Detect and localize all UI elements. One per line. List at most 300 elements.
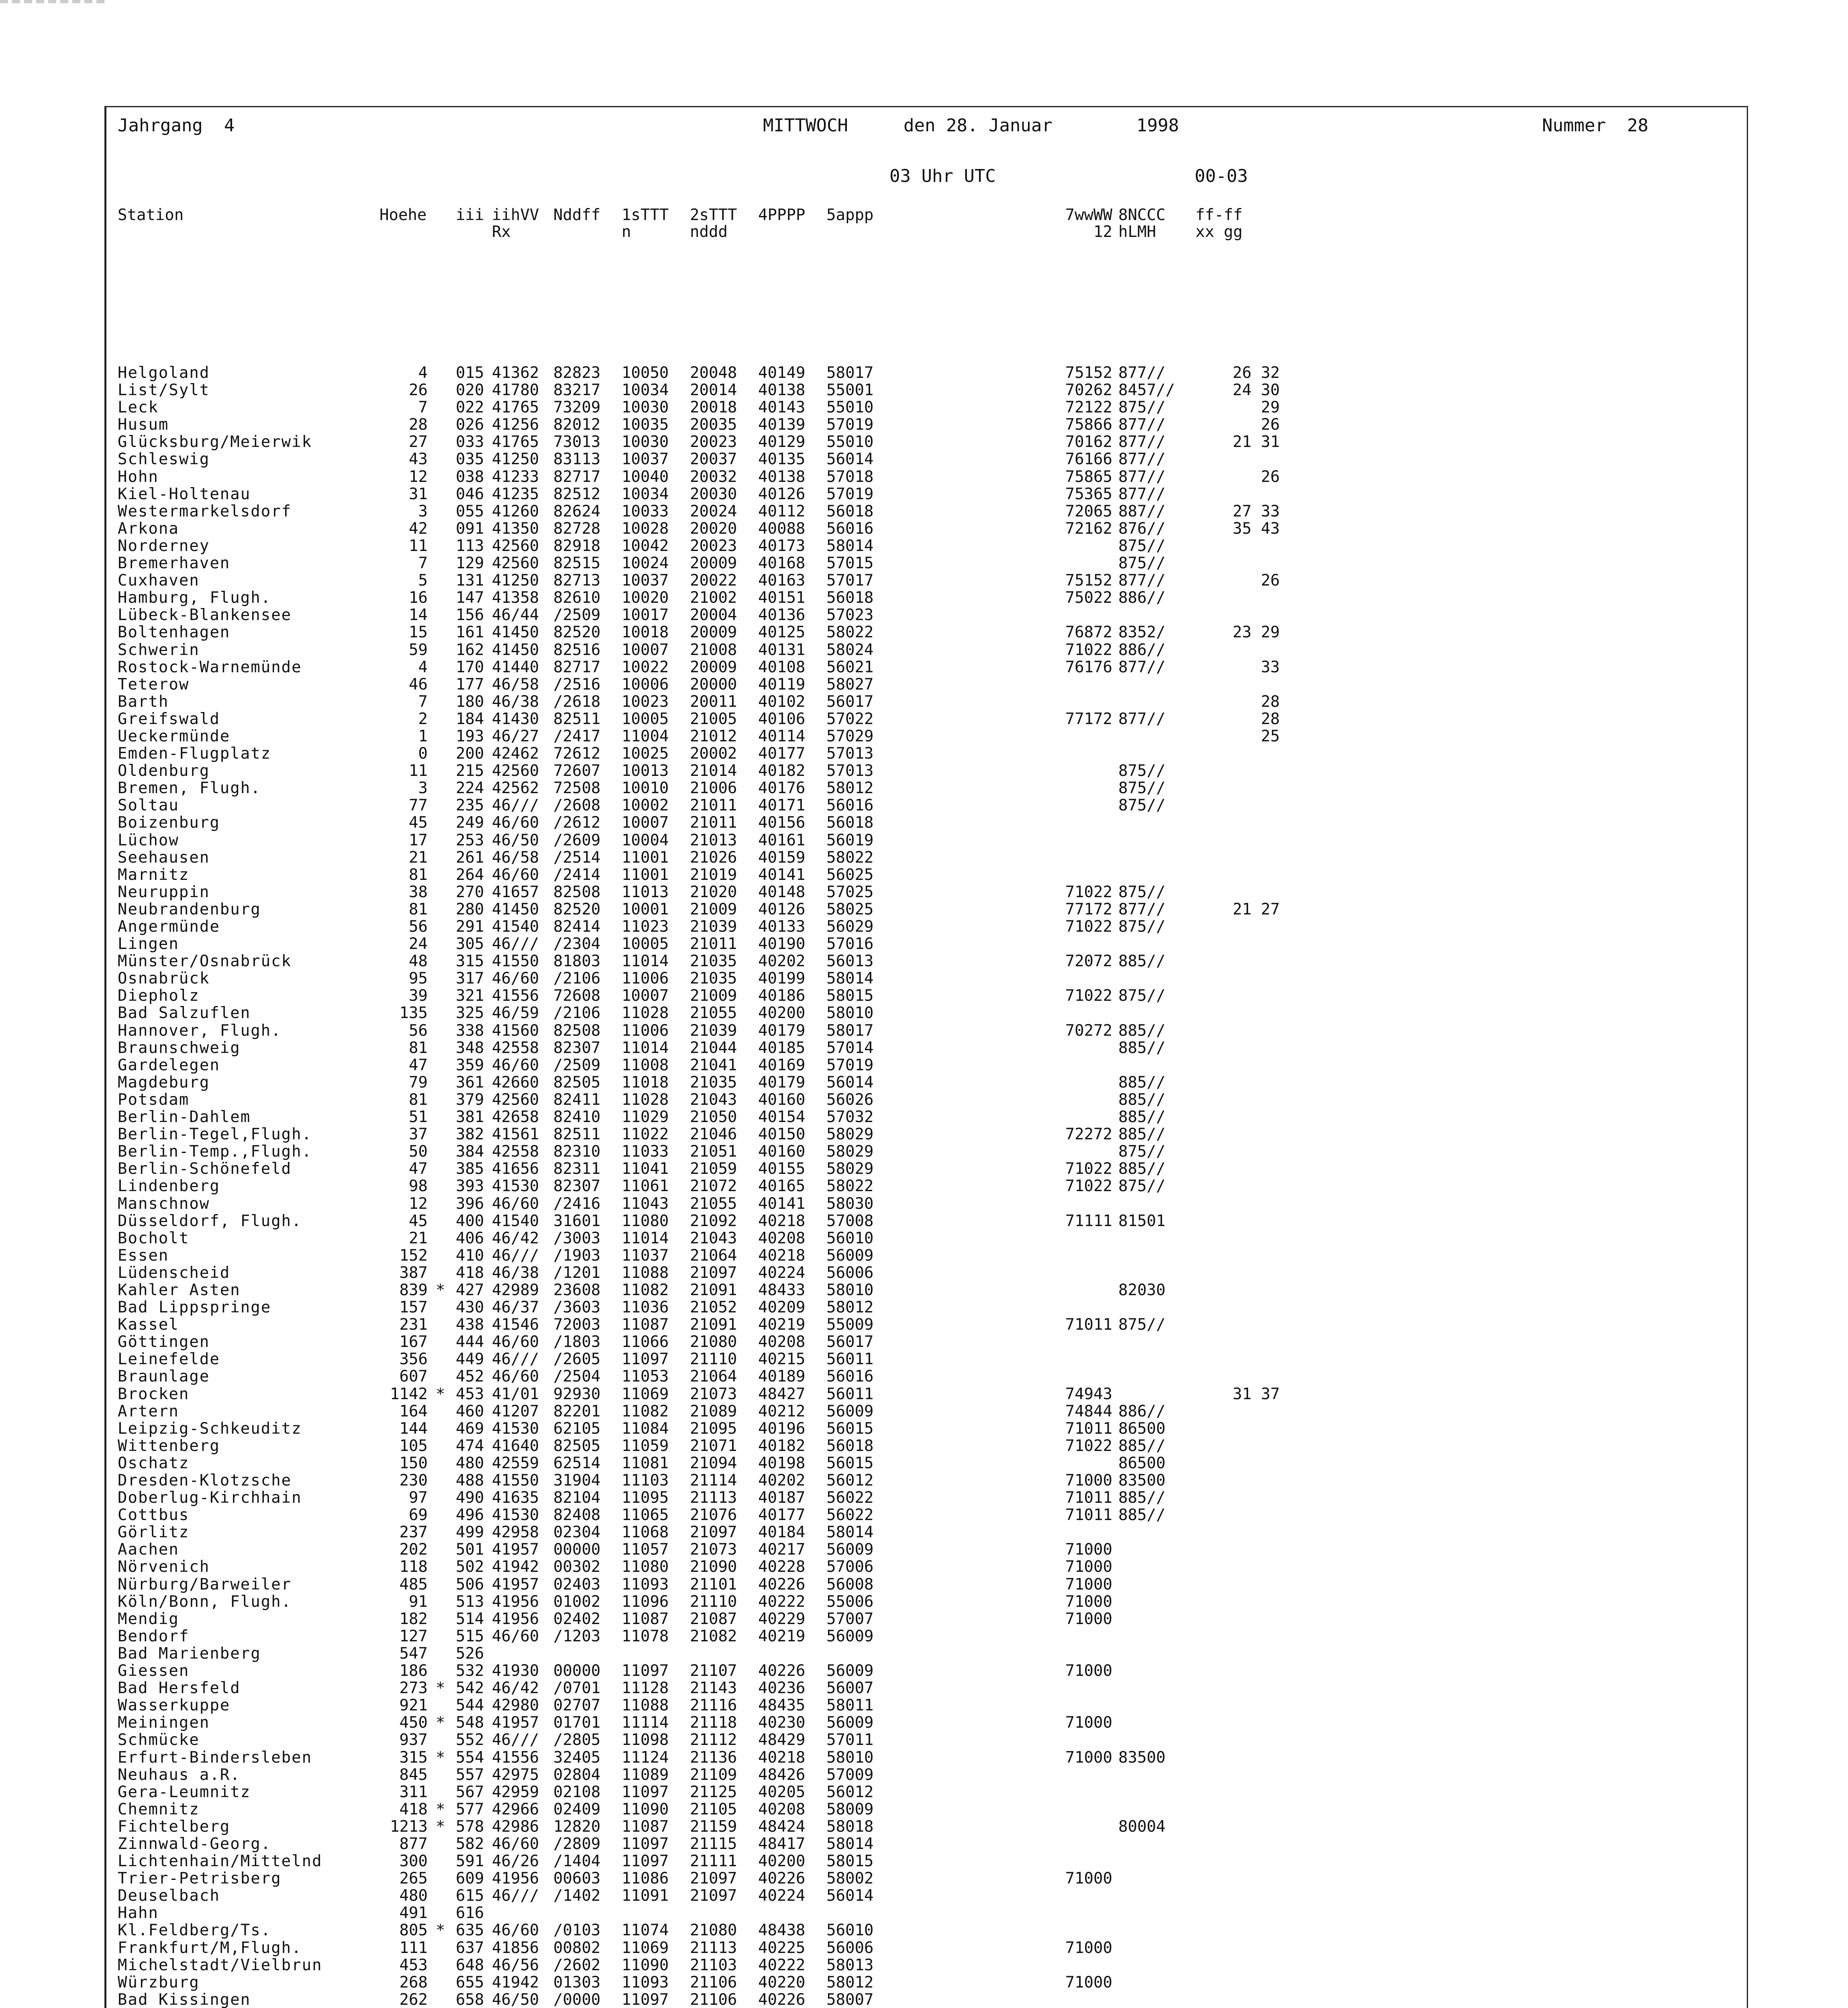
7wwww-cell [1034, 1853, 1112, 1870]
mountain-marker [436, 797, 445, 814]
hoehe-cell: 150 [399, 1454, 428, 1472]
mountain-marker [436, 1230, 445, 1247]
4pppp-cell: 40159 [758, 848, 806, 867]
hoehe-cell: 273 [399, 1679, 428, 1698]
8nccc-cell: 875// [1118, 537, 1166, 555]
mountain-marker [436, 468, 445, 486]
station-name: Potsdam [118, 1090, 190, 1109]
8nccc-cell [1118, 1351, 1175, 1368]
iihvv-cell: 41530 [492, 1419, 539, 1438]
ff-cell [1195, 1264, 1280, 1282]
station-name: Bad Kissingen [118, 1990, 251, 2008]
2sttt-cell: 21020 [690, 883, 737, 901]
2sttt-cell: 21113 [690, 1489, 737, 1507]
5appp-cell: 57019 [826, 485, 874, 503]
4pppp-cell: 48435 [758, 1696, 806, 1715]
station-name: Michelstadt/Vielbrun [118, 1956, 322, 1974]
1sttt-cell: 11096 [622, 1592, 669, 1611]
7wwww-cell: 76166 [1065, 450, 1112, 469]
nddff-cell: 00603 [553, 1869, 601, 1888]
5appp-cell: 56007 [826, 1679, 874, 1698]
8nccc-cell [1118, 1904, 1175, 1922]
2sttt-cell: 21073 [690, 1385, 737, 1403]
4pppp-cell: 40151 [758, 589, 806, 607]
station-name: Nürburg/Barweiler [118, 1575, 292, 1594]
hoehe-cell: 81 [409, 865, 428, 884]
iihvv-cell: 41260 [492, 502, 539, 520]
station-name: Bremen, Flugh. [118, 779, 261, 798]
hoehe-cell: 186 [399, 1662, 428, 1680]
1sttt-cell: 10033 [622, 502, 669, 520]
iihvv-cell: 41546 [492, 1316, 539, 1334]
mountain-marker [436, 1558, 445, 1575]
ff-cell [1195, 1212, 1280, 1230]
7wwww-cell: 70262 [1065, 381, 1112, 400]
station-name: Bremerhaven [118, 554, 230, 573]
ff-cell [1195, 1558, 1280, 1575]
ff-cell [1195, 1853, 1280, 1870]
col-header-iihvv: iihVV Rx [492, 206, 539, 241]
8nccc-cell: 8352/ [1118, 623, 1166, 642]
nddff-cell: /2516 [553, 675, 601, 694]
4pppp-cell: 40156 [758, 814, 806, 832]
5appp-cell: 55009 [826, 1316, 874, 1334]
4pppp-cell: 40208 [758, 1333, 806, 1351]
nddff-cell: 02409 [553, 1800, 601, 1818]
iihvv-cell: 46/60 [492, 1367, 539, 1386]
col-header-8nccc: 8NCCC hLMH [1118, 206, 1166, 241]
5appp-cell: 55010 [826, 433, 874, 451]
1sttt-cell: 11103 [622, 1471, 669, 1490]
nddff-cell: 82508 [553, 1021, 601, 1040]
iii-cell: 449 [456, 1350, 484, 1369]
4pppp-cell: 40236 [758, 1679, 806, 1698]
hoehe-cell: 21 [409, 1229, 428, 1247]
iii-column [456, 364, 484, 2008]
7wwww-cell: 71000 [1065, 1558, 1112, 1576]
hoehe-cell: 31 [409, 485, 428, 503]
station-name: Hannover, Flugh. [118, 1021, 281, 1040]
5appp-cell: 56015 [826, 1419, 874, 1438]
ff-cell [1195, 1662, 1280, 1679]
ff-cell: 26 32 [1232, 364, 1280, 382]
2sttt-cell: 21002 [690, 589, 737, 607]
nddff-cell: 02403 [553, 1575, 601, 1594]
iihvv-cell: 42560 [492, 554, 539, 573]
mountain-marker: * [436, 1281, 445, 1299]
station-name: Braunschweig [118, 1039, 241, 1057]
8nccc-cell [1118, 1870, 1175, 1887]
8nccc-cell [1118, 1697, 1175, 1714]
5appp-cell: 56019 [826, 831, 874, 849]
iihvv-cell: 41358 [492, 589, 539, 607]
nddff-cell: 83113 [553, 450, 601, 469]
ff-cell [1195, 1870, 1280, 1887]
2sttt-cell: 20004 [690, 606, 737, 624]
station-name: Lingen [118, 935, 179, 953]
7wwww-cell: 75866 [1065, 416, 1112, 434]
2sttt-cell: 21011 [690, 796, 737, 815]
station-name: Lüchow [118, 831, 179, 849]
iii-cell: 156 [456, 606, 484, 624]
1sttt-cell: 10018 [622, 623, 669, 642]
4pppp-cell: 40226 [758, 1662, 806, 1680]
8nccc-cell: 877// [1118, 467, 1166, 486]
2sttt-cell: 20002 [690, 745, 737, 763]
iihvv-cell: 46/60 [492, 1627, 539, 1645]
8nccc-cell: 875// [1118, 554, 1166, 573]
iii-cell: 022 [456, 398, 484, 417]
8nccc-cell [1118, 1386, 1175, 1403]
mountain-marker: * [436, 1679, 445, 1698]
iii-cell: 359 [456, 1056, 484, 1074]
hoehe-cell: 268 [399, 1973, 428, 1992]
2sttt-cell: 21014 [690, 762, 737, 780]
4pppp-cell: 40189 [758, 1367, 806, 1386]
1sttt-cell: 11089 [622, 1765, 669, 1784]
ff-cell [1195, 918, 1280, 935]
iihvv-cell: 41942 [492, 1973, 539, 1992]
8nccc-cell [1118, 1679, 1175, 1697]
iihvv-cell: 46/58 [492, 848, 539, 867]
iihvv-cell: 41/01 [492, 1385, 539, 1403]
mountain-marker [436, 659, 445, 676]
nddff-cell: 02804 [553, 1765, 601, 1784]
nddff-cell: 32405 [553, 1748, 601, 1767]
7wwww-cell: 71011 [1065, 1506, 1112, 1524]
2sttt-cell: 20009 [690, 658, 737, 676]
station-name: Münster/Osnabrück [118, 952, 292, 971]
1sttt-cell: 11086 [622, 1869, 669, 1888]
8nccc-cell: 875// [1118, 398, 1166, 417]
7wwww-cell: 71000 [1065, 1541, 1112, 1559]
station-name: Oschatz [118, 1454, 190, 1472]
5appp-cell: 58027 [826, 675, 874, 694]
iihvv-cell: 46/60 [492, 814, 539, 832]
ff-cell [1195, 745, 1280, 762]
ff-cell [1195, 451, 1280, 468]
7wwww-cell: 71022 [1065, 1177, 1112, 1196]
1sttt-cell: 11006 [622, 969, 669, 988]
8nccc-cell [1118, 849, 1175, 866]
iihvv-cell: 41765 [492, 433, 539, 451]
hoehe-cell: 59 [409, 641, 428, 659]
5appp-cell: 56018 [826, 1437, 874, 1455]
7wwww-cell: 71000 [1065, 1592, 1112, 1611]
iihvv-cell: 41550 [492, 1471, 539, 1490]
ff-cell [1195, 555, 1280, 572]
5appp-cell: 56022 [826, 1489, 874, 1507]
hoehe-cell: 7 [418, 398, 428, 417]
iihvv-cell: 41957 [492, 1541, 539, 1559]
station-name: Düsseldorf, Flugh. [118, 1212, 302, 1230]
hoehe-cell: 46 [409, 675, 428, 694]
4pppp-cell: 40218 [758, 1246, 806, 1265]
5appp-cell: 57032 [826, 1108, 874, 1126]
station-name: Neuhaus a.R. [118, 1765, 241, 1784]
1sttt-cell: 11095 [622, 1489, 669, 1507]
5appp-cell: 58030 [826, 1194, 874, 1213]
7wwww-cell: 74844 [1065, 1402, 1112, 1420]
ff-cell [1195, 1316, 1280, 1333]
5appp-cell: 58013 [826, 1956, 874, 1974]
mountain-marker [436, 1506, 445, 1524]
4pppp-cell: 48424 [758, 1817, 806, 1836]
iii-cell: 162 [456, 641, 484, 659]
hoehe-cell: 15 [409, 623, 428, 642]
iii-cell: 291 [456, 918, 484, 936]
iii-cell: 438 [456, 1316, 484, 1334]
1sttt-cell: 11013 [622, 883, 669, 901]
8nccc-cell: 83500 [1118, 1471, 1166, 1490]
8nccc-cell: 80004 [1118, 1817, 1166, 1836]
7wwww-cell [1034, 1731, 1112, 1749]
nddff-cell: 82307 [553, 1039, 601, 1057]
4pppp-cell: 40169 [758, 1056, 806, 1074]
1sttt-cell: 10030 [622, 398, 669, 417]
8nccc-cell [1118, 1801, 1175, 1818]
nddff-cell: 82624 [553, 502, 601, 520]
mountain-marker [436, 364, 445, 382]
1sttt-cell: 11065 [622, 1506, 669, 1524]
8nccc-cell: 86500 [1118, 1454, 1166, 1472]
8nccc-cell [1118, 866, 1175, 884]
4pppp-cell: 40218 [758, 1212, 806, 1230]
station-name: Neuruppin [118, 883, 210, 901]
2sttt-cell: 21064 [690, 1246, 737, 1265]
1sttt-cell: 11057 [622, 1541, 669, 1559]
8nccc-cell: 875// [1118, 918, 1166, 936]
iihvv-cell: 42980 [492, 1696, 539, 1715]
iii-cell: 542 [456, 1679, 484, 1698]
nddff-cell: 82713 [553, 571, 601, 590]
iihvv-cell: 46/50 [492, 1990, 539, 2008]
4pppp-cell: 40219 [758, 1316, 806, 1334]
hoehe-cell: 51 [409, 1108, 428, 1126]
station-name: Angermünde [118, 918, 220, 936]
station-name: Berlin-Schönefeld [118, 1160, 292, 1178]
5appp-column [826, 364, 873, 2008]
8nccc-cell: 886// [1118, 641, 1166, 659]
7wwww-cell [1034, 1195, 1112, 1212]
ff-cell [1195, 1420, 1280, 1437]
7wwww-cell: 72162 [1065, 519, 1112, 538]
7wwww-cell: 71111 [1065, 1212, 1112, 1230]
iii-cell: 615 [456, 1887, 484, 1905]
mountain-station-marker-column [436, 364, 445, 2008]
5appp-cell: 58014 [826, 969, 874, 988]
8nccc-cell: 885// [1118, 1073, 1166, 1092]
2sttt-cell: 21064 [690, 1367, 737, 1386]
col-header-station: Station [118, 206, 184, 224]
mountain-marker [436, 1766, 445, 1784]
4pppp-cell: 48429 [758, 1731, 806, 1749]
5appp-cell: 56018 [826, 814, 874, 832]
station-name: Soltau [118, 796, 179, 815]
mountain-marker [436, 1835, 445, 1853]
4pppp-cell: 40185 [758, 1039, 806, 1057]
iihvv-cell: 42462 [492, 745, 539, 763]
4pppp-cell: 40224 [758, 1887, 806, 1905]
station-name: Gardelegen [118, 1056, 220, 1074]
7wwww-cell: 71022 [1065, 1437, 1112, 1455]
5appp-cell: 56029 [826, 918, 874, 936]
iihvv-cell: 41930 [492, 1662, 539, 1680]
nddff-cell: /2605 [553, 1350, 601, 1369]
ff-cell [1195, 1057, 1280, 1074]
mountain-marker [436, 1264, 445, 1282]
nddff-cell: 02304 [553, 1523, 601, 1542]
iihvv-cell: 41957 [492, 1714, 539, 1732]
iii-cell: 635 [456, 1921, 484, 1940]
mountain-marker [436, 745, 445, 762]
1sttt-cell: 11078 [622, 1627, 669, 1645]
station-name: Göttingen [118, 1333, 210, 1351]
4pppp-cell: 40176 [758, 779, 806, 798]
iii-cell: 170 [456, 658, 484, 676]
7wwww-cell: 71000 [1065, 1869, 1112, 1888]
hoehe-cell: 4 [418, 658, 428, 676]
1sttt-cell: 11114 [622, 1714, 669, 1732]
5appp-cell: 57009 [826, 1765, 874, 1784]
mountain-marker [436, 1524, 445, 1541]
8nccc-cell [1118, 1558, 1175, 1575]
mountain-marker [436, 780, 445, 797]
5appp-cell: 56010 [826, 1921, 874, 1940]
nddff-cell: 82516 [553, 641, 601, 659]
4pppp-cell: 40187 [758, 1489, 806, 1507]
station-name: Dresden-Klotzsche [118, 1471, 292, 1490]
mountain-marker [436, 589, 445, 606]
1sttt-cell: 11001 [622, 848, 669, 867]
7wwww-cell [1034, 1766, 1112, 1784]
nddff-cell: 72612 [553, 745, 601, 763]
nddff-cell: 82410 [553, 1108, 601, 1126]
8nccc-cell [1118, 1766, 1175, 1784]
nddff-cell: /2416 [553, 1194, 601, 1213]
4pppp-cell: 40226 [758, 1575, 806, 1594]
iii-cell: 648 [456, 1956, 484, 1974]
5appp-cell: 58014 [826, 537, 874, 555]
5appp-cell: 56006 [826, 1263, 874, 1282]
iii-cell: 490 [456, 1489, 484, 1507]
8nccc-cell: 877// [1118, 485, 1166, 503]
nddff-cell: 82408 [553, 1506, 601, 1524]
ff-cell [1195, 1403, 1280, 1420]
iihvv-cell: 46/42 [492, 1229, 539, 1247]
station-name: Westermarkelsdorf [118, 502, 292, 520]
ff-cell [1195, 1679, 1280, 1697]
4pppp-cell: 40150 [758, 1125, 806, 1144]
iii-cell: 567 [456, 1783, 484, 1801]
ff-cell [1195, 1801, 1280, 1818]
ff-cell [1195, 1766, 1280, 1784]
ff-cell [1195, 1091, 1280, 1108]
5appp-cell: 58024 [826, 641, 874, 659]
nddff-cell: 01701 [553, 1714, 601, 1732]
iihvv-cell: 46/60 [492, 865, 539, 884]
iii-cell: 515 [456, 1627, 484, 1645]
mountain-marker [436, 1351, 445, 1368]
iihvv-cell: 42560 [492, 1090, 539, 1109]
ff-cell [1195, 1230, 1280, 1247]
nddff-cell: /1903 [553, 1246, 601, 1265]
ff-cell [1195, 589, 1280, 606]
iii-cell: 321 [456, 987, 484, 1005]
nddff-cell: 73209 [553, 398, 601, 417]
station-column [118, 364, 322, 2008]
7wwww-cell [1034, 555, 1112, 572]
station-name: Kl.Feldberg/Ts. [118, 1921, 271, 1940]
5appp-cell: 58012 [826, 779, 874, 798]
ff-cell [1195, 1333, 1280, 1351]
7wwww-cell [1034, 693, 1112, 710]
8nccc-cell [1118, 935, 1175, 953]
8nccc-cell [1118, 1645, 1175, 1662]
iii-cell: 026 [456, 416, 484, 434]
2sttt-cell: 21113 [690, 1939, 737, 1957]
7wwww-cell: 71000 [1065, 1662, 1112, 1680]
iihvv-cell: 42958 [492, 1523, 539, 1542]
7wwww-cell: 72122 [1065, 398, 1112, 417]
hoehe-cell: 265 [399, 1869, 428, 1888]
iii-cell: 384 [456, 1143, 484, 1161]
station-name: Lichtenhain/Mittelnd [118, 1852, 322, 1871]
2sttt-cell: 21091 [690, 1281, 737, 1299]
ff-cell [1195, 1749, 1280, 1766]
1sttt-cell: 11033 [622, 1143, 669, 1161]
7wwww-cell [1034, 1628, 1112, 1645]
nddff-cell: /2809 [553, 1835, 601, 1853]
mountain-marker [436, 1403, 445, 1420]
mountain-marker [436, 1628, 445, 1645]
nddff-cell: /2509 [553, 606, 601, 624]
7wwww-cell [1034, 1143, 1112, 1160]
8nccc-cell: 885// [1118, 1039, 1166, 1057]
ff-cell [1195, 1437, 1280, 1455]
hoehe-cell: 315 [399, 1748, 428, 1767]
7wwww-cell: 71022 [1065, 641, 1112, 659]
iihvv-cell: 46/60 [492, 969, 539, 988]
iihvv-cell: 42966 [492, 1800, 539, 1818]
5appp-cell: 56006 [826, 1939, 874, 1957]
nddff-cell: 31904 [553, 1471, 601, 1490]
7wwww-cell [1034, 1057, 1112, 1074]
7wwww-cell: 71000 [1065, 1575, 1112, 1594]
iii-cell: 637 [456, 1939, 484, 1957]
ff-column [1195, 364, 1280, 2008]
2sttt-cell: 21143 [690, 1679, 737, 1698]
hoehe-cell: 17 [409, 831, 428, 849]
col-header-iii: iii [456, 206, 484, 224]
5appp-cell: 57025 [826, 883, 874, 901]
8nccc-cell: 885// [1118, 1021, 1166, 1040]
ff-cell [1195, 1472, 1280, 1489]
7wwww-cell: 71000 [1065, 1471, 1112, 1490]
station-name: Doberlug-Kirchhain [118, 1489, 302, 1507]
8nccc-cell: 885// [1118, 1437, 1166, 1455]
5appp-cell: 56025 [826, 865, 874, 884]
nddff-cell: /2417 [553, 727, 601, 745]
2sttt-cell: 21080 [690, 1921, 737, 1940]
ff-cell [1195, 1195, 1280, 1212]
mountain-marker [436, 1576, 445, 1593]
4pppp-cell: 40224 [758, 1263, 806, 1282]
1sttt-cell: 11090 [622, 1956, 669, 1974]
hoehe-cell: 79 [409, 1073, 428, 1092]
2sttt-cell: 21092 [690, 1212, 737, 1230]
iihvv-cell: 46/// [492, 1350, 539, 1369]
